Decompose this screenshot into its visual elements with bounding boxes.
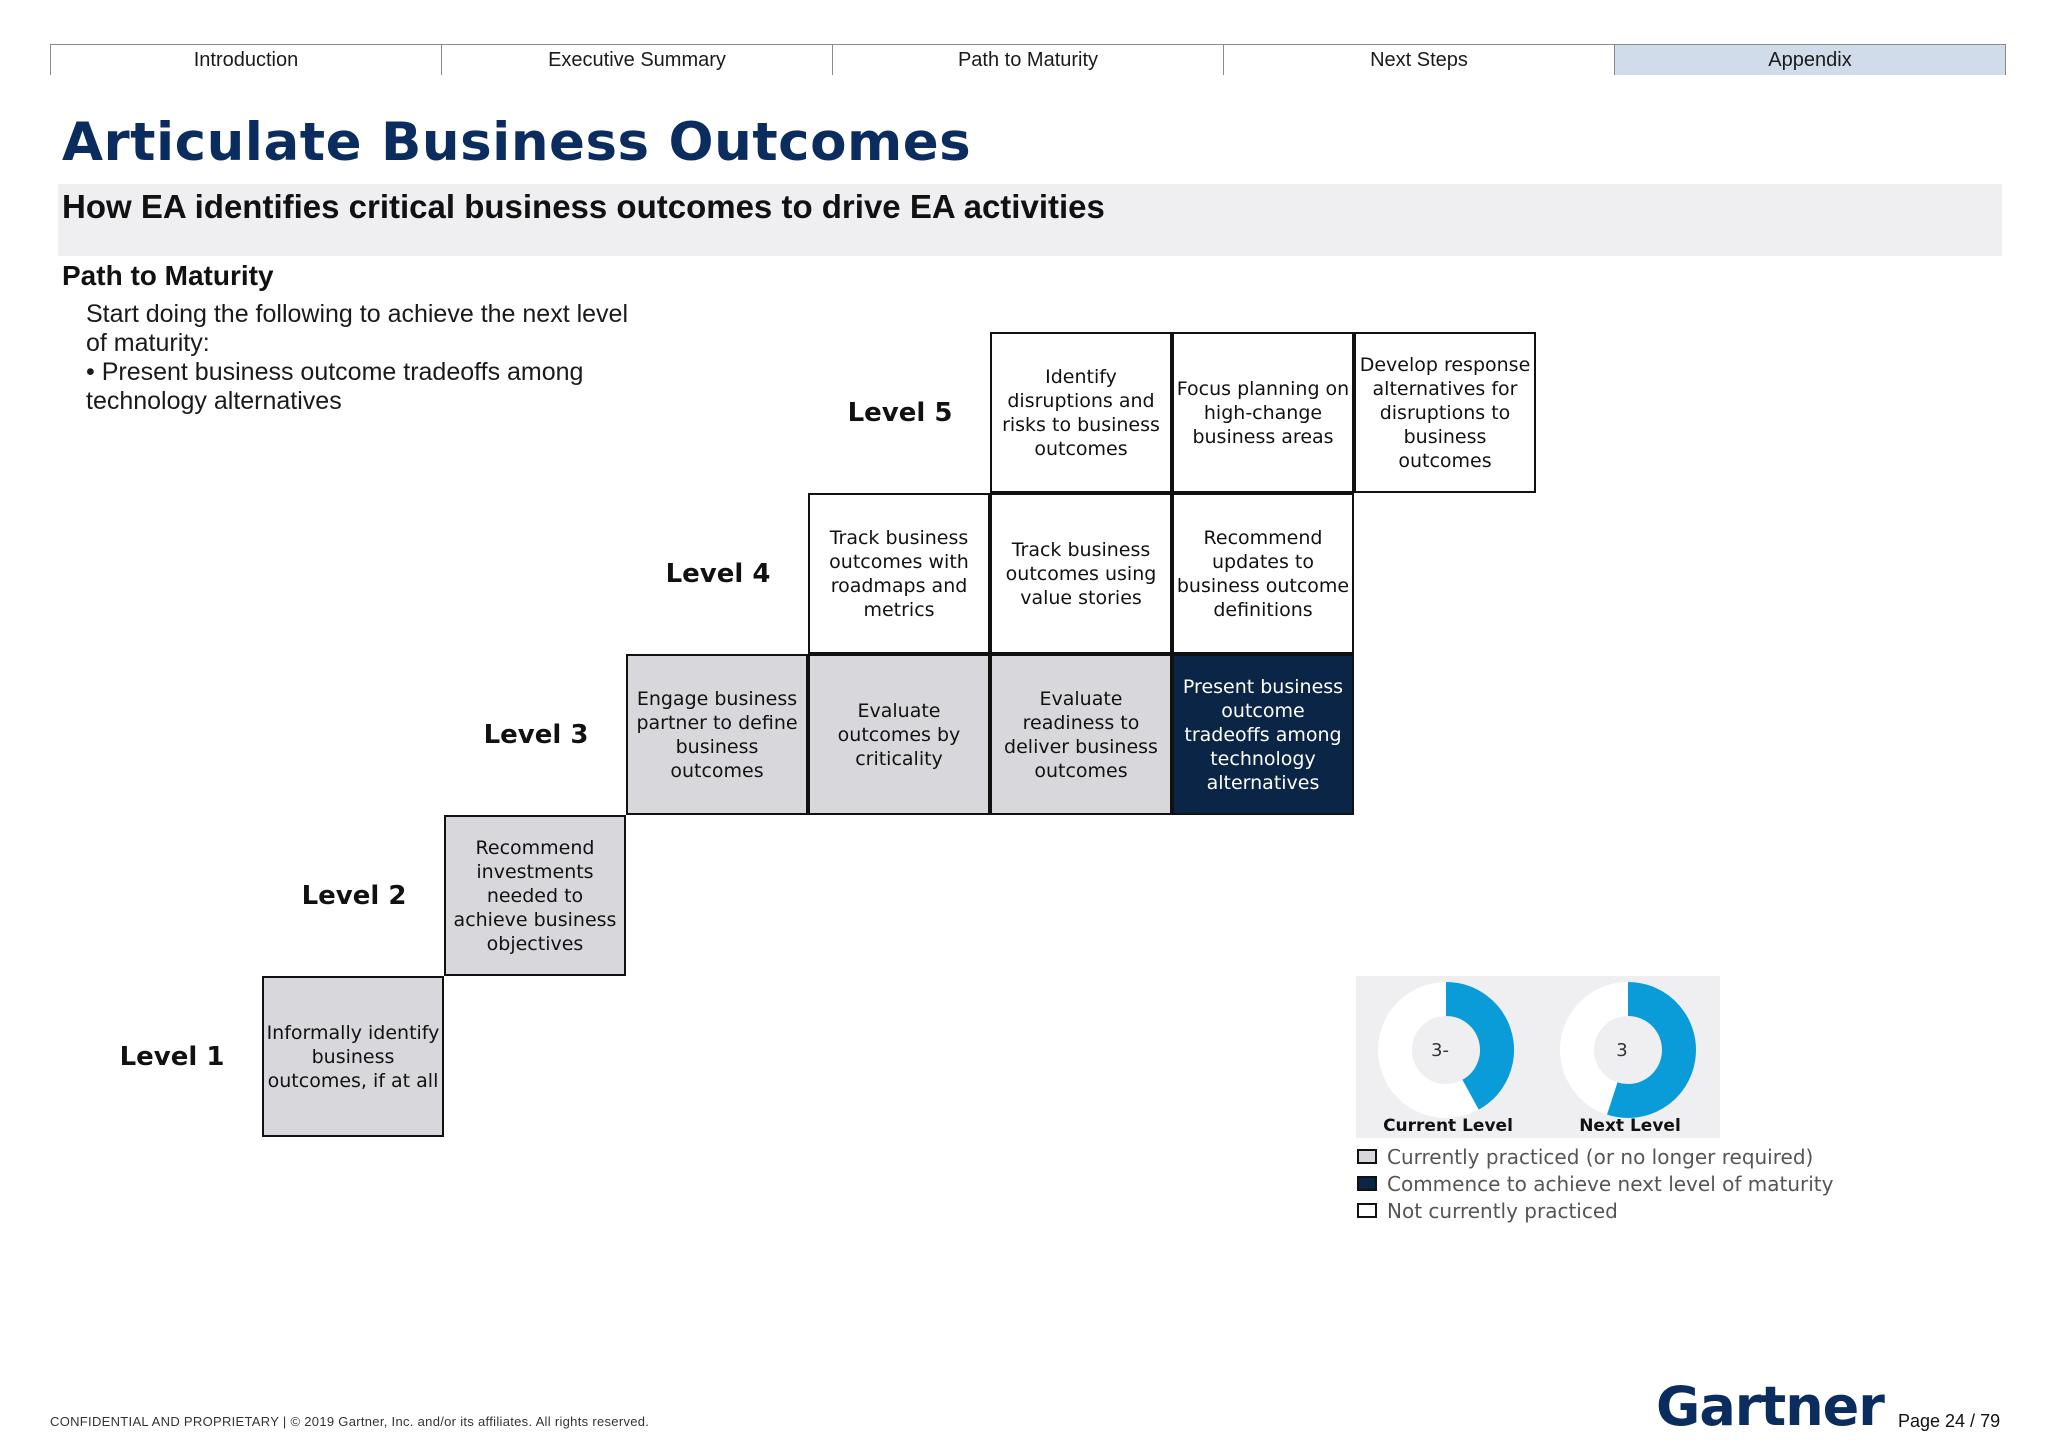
- top-nav: [50, 44, 2006, 75]
- maturity-cell-recommend-updates: Recommend updates to business outcome definitions: [1172, 493, 1354, 654]
- maturity-cell-track-value-stories: Track business outcomes using value stories: [990, 493, 1172, 654]
- legend-swatch-commence: [1357, 1176, 1377, 1191]
- current-level-caption: Current Level: [1383, 1116, 1513, 1136]
- maturity-cell-identify-disruptions: Identify disruptions and risks to business outcomes: [990, 332, 1172, 493]
- page-title: Articulate Business Outcomes: [62, 112, 972, 173]
- legend-item-not-practiced: [1357, 1197, 1833, 1224]
- maturity-cell-recommend-investments: Recommend investments needed to achieve business objectives: [444, 815, 626, 976]
- tab-path-to-maturity[interactable]: Path to Maturity: [832, 45, 1223, 75]
- maturity-cell-engage-partner: Engage business partner to define business outcomes: [626, 654, 808, 815]
- legend-swatch-practiced: [1357, 1149, 1377, 1164]
- intro-bullet: • Present business outcome tradeoffs among technology alternatives: [86, 358, 584, 415]
- level-2-label: Level 2: [301, 881, 407, 911]
- level-4-label: Level 4: [665, 559, 771, 589]
- legend-label-practiced: Currently practiced (or no longer required): [1387, 1144, 1814, 1169]
- maturity-cell-track-roadmaps: Track business outcomes with roadmaps and metrics: [808, 493, 990, 654]
- tab-executive-summary[interactable]: Executive Summary: [441, 45, 832, 75]
- legend-item-commence: [1357, 1170, 1833, 1197]
- current-gauge-fill: [1446, 999, 1497, 1095]
- legend-label-commence: Commence to achieve next level of maturity: [1387, 1171, 1834, 1196]
- level-5-label: Level 5: [847, 398, 953, 428]
- tab-next-steps[interactable]: Next Steps: [1223, 45, 1614, 75]
- maturity-cell-focus-planning: Focus planning on high-change business areas: [1172, 332, 1354, 493]
- section-heading: Path to Maturity: [62, 260, 274, 291]
- maturity-cell-evaluate-criticality: Evaluate outcomes by criticality: [808, 654, 990, 815]
- next-level-caption: Next Level: [1579, 1116, 1681, 1136]
- current-level-gauge: [1376, 980, 1516, 1120]
- legend: [1357, 1143, 1833, 1224]
- maturity-cell-develop-response: Develop response alternatives for disruptions to business outcomes: [1354, 332, 1536, 493]
- next-gauge-value: 3: [1616, 1040, 1628, 1061]
- level-3-label: Level 3: [483, 720, 589, 750]
- gartner-logo: Gartner: [1656, 1375, 1884, 1438]
- tab-introduction[interactable]: Introduction: [50, 45, 441, 75]
- legend-item-practiced: [1357, 1143, 1833, 1170]
- intro-line: Start doing the following to achieve the next level of maturity:: [86, 300, 629, 357]
- legend-swatch-not-practiced: [1357, 1203, 1377, 1218]
- maturity-cell-evaluate-readiness: Evaluate readiness to deliver business outcomes: [990, 654, 1172, 815]
- tab-appendix[interactable]: Appendix: [1614, 45, 2006, 75]
- maturity-cell-present-tradeoffs: Present business outcome tradeoffs among technology alternatives: [1172, 654, 1354, 815]
- legend-label-not-practiced: Not currently practiced: [1387, 1198, 1618, 1223]
- intro-text: [86, 300, 646, 416]
- next-level-gauge: [1558, 980, 1698, 1120]
- current-gauge-value: 3-: [1431, 1040, 1449, 1061]
- page-number: Page 24 / 79: [1898, 1411, 2001, 1431]
- level-1-label: Level 1: [119, 1042, 225, 1072]
- page-subtitle: How EA identifies critical business outcomes to drive EA activities: [62, 188, 1105, 225]
- maturity-cell-informally-identify: Informally identify business outcomes, if at all: [262, 976, 444, 1137]
- confidential-notice: CONFIDENTIAL AND PROPRIETARY | © 2019 Gartner, Inc. and/or its affiliates. All rights reserved.: [50, 1414, 650, 1429]
